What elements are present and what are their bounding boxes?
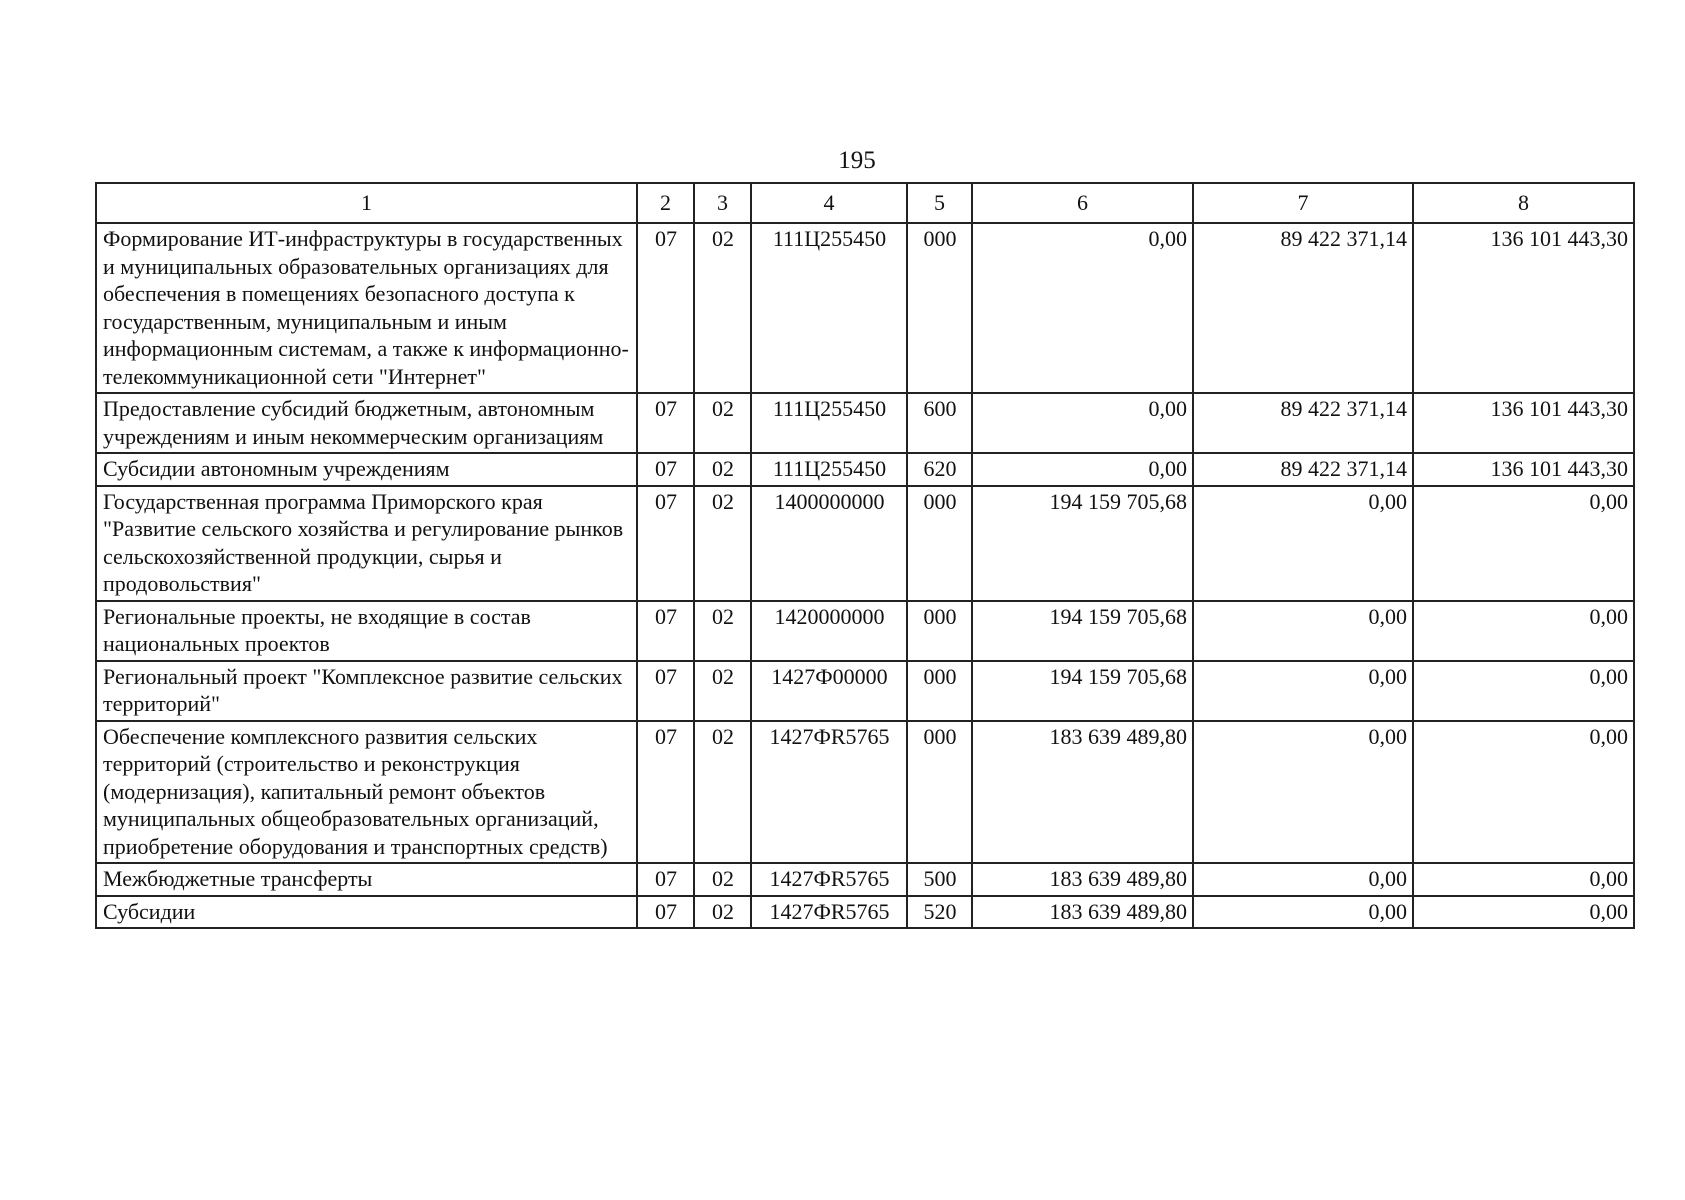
header-row xyxy=(96,183,1634,223)
table-row xyxy=(96,896,1634,929)
amount-col-7: 0,00 xyxy=(1193,601,1413,661)
target-code: 1400000000 xyxy=(751,486,907,601)
amount-col-8: 0,00 xyxy=(1413,661,1634,721)
table-row xyxy=(96,863,1634,896)
section-code: 07 xyxy=(637,453,694,486)
row-name: Региональный проект "Комплексное развитие сельских территорий" xyxy=(96,661,637,721)
amount-col-7: 0,00 xyxy=(1193,863,1413,896)
amount-col-8: 0,00 xyxy=(1413,601,1634,661)
column-header: 5 xyxy=(907,183,972,223)
row-name: Субсидии автономным учреждениям xyxy=(96,453,637,486)
target-code: 111Ц255450 xyxy=(751,453,907,486)
page-number: 195 xyxy=(838,147,876,174)
subsection-code: 02 xyxy=(694,486,751,601)
amount-col-7: 0,00 xyxy=(1193,486,1413,601)
section-code: 07 xyxy=(637,601,694,661)
expense-type-code: 620 xyxy=(907,453,972,486)
budget-table xyxy=(95,182,1635,929)
row-name: Межбюджетные трансферты xyxy=(96,863,637,896)
table-body xyxy=(96,223,1634,928)
amount-col-7: 0,00 xyxy=(1193,661,1413,721)
section-code: 07 xyxy=(637,721,694,864)
expense-type-code: 000 xyxy=(907,601,972,661)
table-header xyxy=(96,183,1634,223)
amount-col-6: 194 159 705,68 xyxy=(972,486,1193,601)
expense-type-code: 000 xyxy=(907,661,972,721)
target-code: 111Ц255450 xyxy=(751,393,907,453)
table-row xyxy=(96,601,1634,661)
row-name: Предоставление субсидий бюджетным, автономным учреждениям и иным некоммерческим организациям xyxy=(96,393,637,453)
column-header: 6 xyxy=(972,183,1193,223)
amount-col-8: 0,00 xyxy=(1413,896,1634,929)
amount-col-7: 0,00 xyxy=(1193,896,1413,929)
section-code: 07 xyxy=(637,393,694,453)
subsection-code: 02 xyxy=(694,896,751,929)
table-row xyxy=(96,721,1634,864)
table-row xyxy=(96,453,1634,486)
expense-type-code: 600 xyxy=(907,393,972,453)
table-row xyxy=(96,393,1634,453)
section-code: 07 xyxy=(637,863,694,896)
amount-col-8: 136 101 443,30 xyxy=(1413,453,1634,486)
row-name: Государственная программа Приморского края "Развитие сельского хозяйства и регулирование рынков сельскохозяйственной продукции, сырья и продовольствия" xyxy=(96,486,637,601)
amount-col-7: 0,00 xyxy=(1193,721,1413,864)
expense-type-code: 000 xyxy=(907,721,972,864)
amount-col-6: 183 639 489,80 xyxy=(972,863,1193,896)
subsection-code: 02 xyxy=(694,863,751,896)
target-code: 1427ФR5765 xyxy=(751,721,907,864)
column-header: 1 xyxy=(96,183,637,223)
target-code: 1420000000 xyxy=(751,601,907,661)
column-header: 3 xyxy=(694,183,751,223)
subsection-code: 02 xyxy=(694,721,751,864)
section-code: 07 xyxy=(637,896,694,929)
amount-col-6: 183 639 489,80 xyxy=(972,896,1193,929)
amount-col-8: 136 101 443,30 xyxy=(1413,223,1634,393)
expense-type-code: 520 xyxy=(907,896,972,929)
table-row xyxy=(96,486,1634,601)
subsection-code: 02 xyxy=(694,453,751,486)
subsection-code: 02 xyxy=(694,393,751,453)
column-header: 4 xyxy=(751,183,907,223)
target-code: 111Ц255450 xyxy=(751,223,907,393)
row-name: Обеспечение комплексного развития сельских территорий (строительство и реконструкция (модернизация), капитальный ремонт объектов муниципальных общеобразовательных организаций, приобретение оборудования и транспортных средств) xyxy=(96,721,637,864)
amount-col-7: 89 422 371,14 xyxy=(1193,393,1413,453)
amount-col-8: 0,00 xyxy=(1413,863,1634,896)
target-code: 1427ФR5765 xyxy=(751,896,907,929)
subsection-code: 02 xyxy=(694,601,751,661)
amount-col-6: 194 159 705,68 xyxy=(972,661,1193,721)
section-code: 07 xyxy=(637,486,694,601)
subsection-code: 02 xyxy=(694,661,751,721)
row-name: Формирование ИТ-инфраструктуры в государственных и муниципальных образовательных организациях для обеспечения в помещениях безопасного доступа к государственным, муниципальным и иным информационным системам, а также к информационно-телекоммуникационной сети "Интернет" xyxy=(96,223,637,393)
section-code: 07 xyxy=(637,223,694,393)
amount-col-6: 194 159 705,68 xyxy=(972,601,1193,661)
amount-col-7: 89 422 371,14 xyxy=(1193,453,1413,486)
expense-type-code: 500 xyxy=(907,863,972,896)
amount-col-8: 136 101 443,30 xyxy=(1413,393,1634,453)
amount-col-6: 183 639 489,80 xyxy=(972,721,1193,864)
amount-col-6: 0,00 xyxy=(972,223,1193,393)
expense-type-code: 000 xyxy=(907,486,972,601)
column-header: 7 xyxy=(1193,183,1413,223)
amount-col-6: 0,00 xyxy=(972,393,1193,453)
row-name: Субсидии xyxy=(96,896,637,929)
column-header: 8 xyxy=(1413,183,1634,223)
amount-col-8: 0,00 xyxy=(1413,486,1634,601)
row-name: Региональные проекты, не входящие в состав национальных проектов xyxy=(96,601,637,661)
column-header: 2 xyxy=(637,183,694,223)
target-code: 1427ФR5765 xyxy=(751,863,907,896)
table-row xyxy=(96,661,1634,721)
table-row xyxy=(96,223,1634,393)
expense-type-code: 000 xyxy=(907,223,972,393)
amount-col-7: 89 422 371,14 xyxy=(1193,223,1413,393)
target-code: 1427Ф00000 xyxy=(751,661,907,721)
subsection-code: 02 xyxy=(694,223,751,393)
section-code: 07 xyxy=(637,661,694,721)
amount-col-6: 0,00 xyxy=(972,453,1193,486)
amount-col-8: 0,00 xyxy=(1413,721,1634,864)
